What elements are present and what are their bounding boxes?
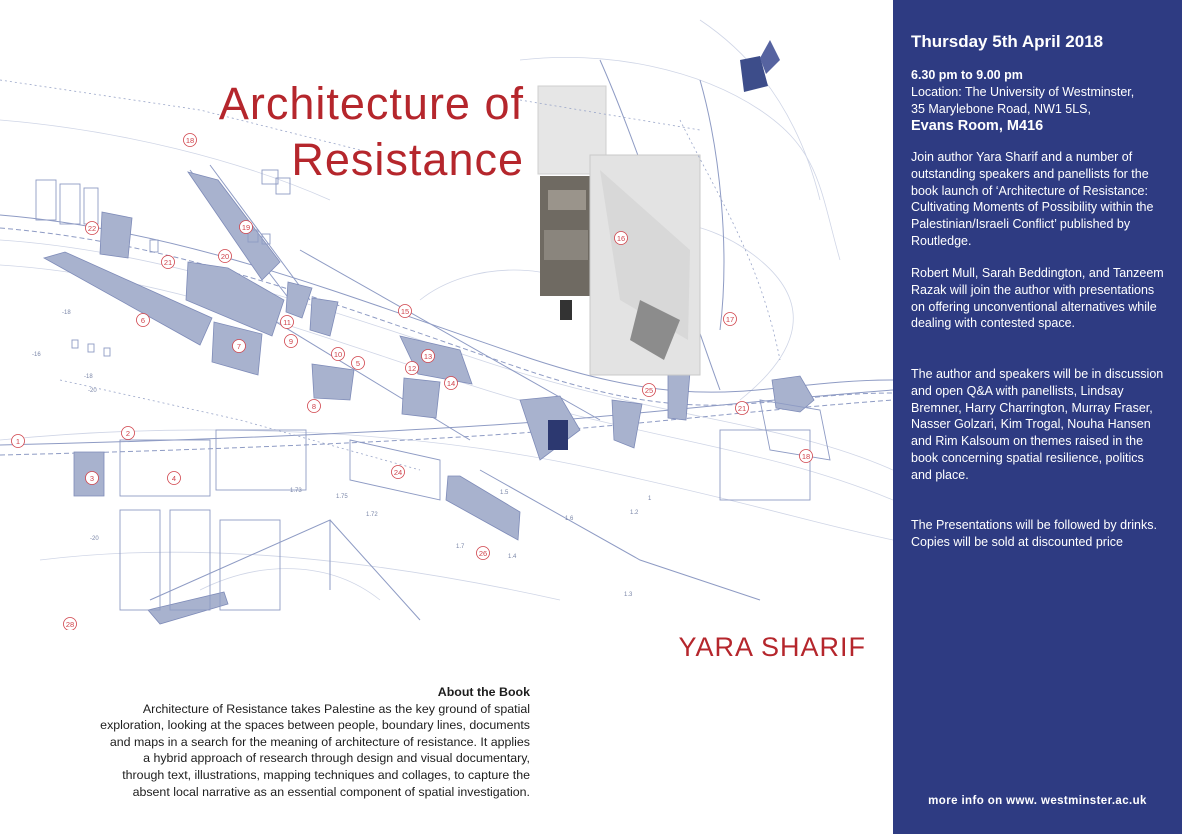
map-marker-label: 8 bbox=[311, 402, 317, 411]
map-marker-label: 17 bbox=[725, 315, 735, 324]
map-level-label: 1.73 bbox=[290, 488, 302, 494]
map-level-label: 1.4 bbox=[508, 554, 517, 560]
event-address: 35 Marylebone Road, NW1 5LS, bbox=[911, 102, 1091, 116]
drinks-paragraph: The Presentations will be followed by drinks. Copies will be sold at discounted price bbox=[911, 518, 1157, 549]
event-location: Location: The University of Westminster, bbox=[911, 85, 1135, 99]
more-info-link[interactable]: more info on www. westminster.ac.uk bbox=[928, 795, 1147, 807]
map-level-label: -16 bbox=[32, 352, 41, 358]
map-level-label: 1 bbox=[648, 496, 652, 502]
about-text: Architecture of Resistance takes Palestine as the key ground of spatial exploration, looking at the spaces between people, boundary lines, documents and maps in a search for the meaning of architecture of resistance. It applies a hybrid approach of research through design and visual documentary, through text, illustrations, mapping techniques and collages, to capture the absent local narrative as an essential component of spatial investigation. bbox=[100, 701, 530, 799]
panellists-paragraph: The author and speakers will be in discussion and open Q&A with panellists, Lindsay Bremner, Harry Charrington, Murray Fraser, Nasser Golzari, Kim Trogal, Nouha Hansen and Rim Kalsoum on themes raised in the book concerning spatial resilience, politics and place. bbox=[911, 367, 1164, 482]
about-the-book bbox=[100, 684, 530, 800]
map-marker-label: 24 bbox=[393, 468, 403, 477]
map-marker-label: 3 bbox=[89, 474, 95, 483]
map-marker-label: 19 bbox=[241, 223, 251, 232]
map-level-label: 1.7 bbox=[456, 544, 465, 550]
event-info-panel bbox=[893, 0, 1182, 834]
title-line-2: Resistance bbox=[291, 134, 524, 185]
map-level-label: 1.75 bbox=[336, 494, 348, 500]
map-marker-label: 1 bbox=[15, 437, 21, 446]
about-heading: About the Book bbox=[437, 685, 530, 699]
map-level-label: 1.2 bbox=[630, 510, 639, 516]
intro-paragraph: Join author Yara Sharif and a number of outstanding speakers and panellists for the book launch of ‘Architecture of Resistance: Cultivating Moments of Possibility within the Palestinian/Israeli Conflict’ published by Routledge. bbox=[911, 150, 1154, 248]
collage-panels bbox=[538, 40, 780, 450]
map-marker-label: 21 bbox=[737, 404, 747, 413]
map-marker-label: 10 bbox=[333, 350, 343, 359]
map-level-label: -18 bbox=[84, 374, 93, 380]
map-marker-label: 14 bbox=[446, 379, 456, 388]
event-time: 6.30 pm to 9.00 pm bbox=[911, 68, 1023, 82]
map-marker-label: 2 bbox=[125, 429, 131, 438]
map-marker-label: 11 bbox=[283, 318, 291, 327]
map-marker-label: 12 bbox=[407, 364, 417, 373]
title-line-1: Architecture of bbox=[218, 78, 524, 129]
map-marker-label: 9 bbox=[288, 337, 294, 346]
map-marker-label: 7 bbox=[236, 342, 242, 351]
map-marker-label: 13 bbox=[423, 352, 433, 361]
map-level-label: 1.3 bbox=[624, 592, 633, 598]
map-marker-label: 15 bbox=[400, 307, 410, 316]
map-level-label: -20 bbox=[90, 536, 99, 542]
map-level-label: -20 bbox=[88, 388, 97, 394]
map-marker-label: 16 bbox=[616, 234, 626, 243]
map-marker-label: 20 bbox=[220, 252, 230, 261]
map-level-label: -18 bbox=[62, 310, 71, 316]
map-marker-label: 18 bbox=[185, 136, 195, 145]
map-marker-label: 4 bbox=[171, 474, 177, 483]
event-date: Thursday 5th April 2018 bbox=[911, 32, 1104, 51]
map-marker-label: 18 bbox=[801, 452, 811, 461]
event-room: Evans Room, M416 bbox=[911, 118, 1044, 134]
map-marker-label: 25 bbox=[644, 386, 654, 395]
map-level-label: 1.6 bbox=[565, 516, 574, 522]
map-marker-label: 6 bbox=[140, 316, 146, 325]
map-marker-label: 28 bbox=[65, 620, 75, 629]
map-level-label: 1.72 bbox=[366, 512, 378, 518]
author-name: YARA SHARIF bbox=[678, 632, 866, 662]
speakers-paragraph: Robert Mull, Sarah Beddington, and Tanzeem Razak will join the author with presentations on offering unconventional alternatives while dealing with contested space. bbox=[911, 266, 1164, 331]
map-level-label: 1.5 bbox=[500, 490, 509, 496]
poster-title bbox=[140, 76, 524, 188]
map-marker-label: 21 bbox=[163, 258, 173, 267]
map-marker-label: 22 bbox=[87, 224, 97, 233]
map-marker-label: 5 bbox=[355, 359, 361, 368]
map-marker-label: 26 bbox=[478, 549, 488, 558]
